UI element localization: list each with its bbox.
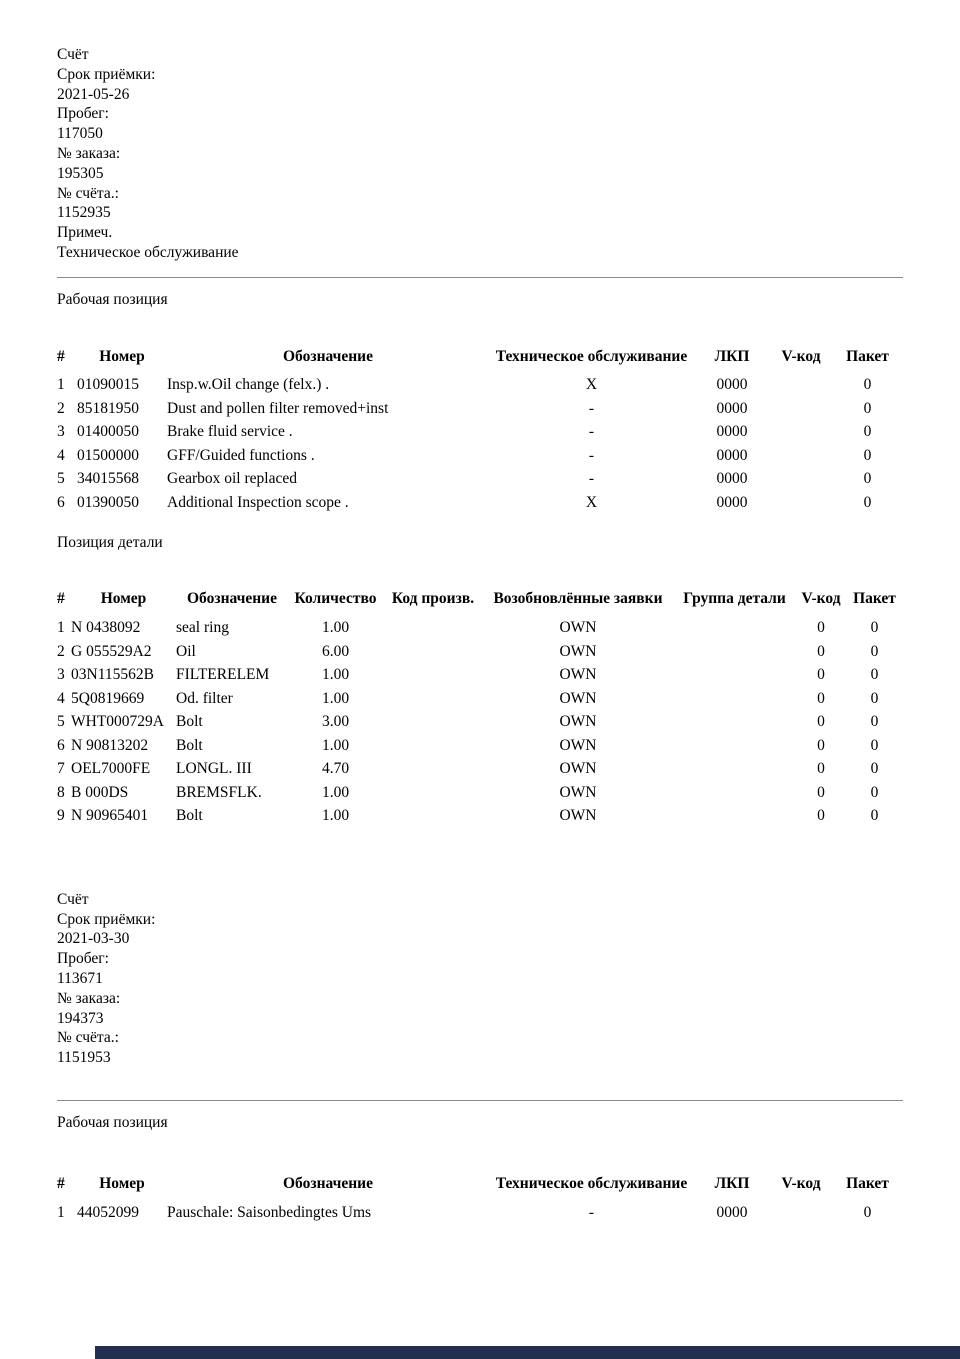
- table-row: [57, 734, 903, 758]
- field-value: 2021-03-30: [57, 930, 130, 948]
- table-cell: 3: [57, 423, 65, 441]
- table-cell: 0: [863, 446, 872, 464]
- table-cell: 0000: [716, 1203, 748, 1221]
- table-cell: 0: [817, 666, 825, 684]
- table-cell: 0: [817, 760, 825, 778]
- table-cell: -: [588, 470, 595, 488]
- table-cell: 8: [57, 783, 65, 801]
- table-cell: 1.00: [321, 619, 350, 637]
- table-row: [57, 397, 903, 421]
- table-cell: 01090015: [77, 376, 139, 394]
- table-cell: Additional Inspection scope .: [167, 493, 349, 511]
- column-header: Обозначение: [282, 1174, 373, 1192]
- table-cell: 4: [57, 689, 65, 707]
- table-cell: OWN: [559, 760, 597, 778]
- column-header: #: [57, 347, 65, 365]
- table-cell: [673, 640, 796, 664]
- table-cell: 0: [870, 689, 879, 707]
- column-header: Техническое обслуживание: [495, 347, 688, 365]
- field-value: 1151953: [57, 1049, 111, 1067]
- table-cell: LONGL. III: [176, 760, 252, 778]
- table-cell: [673, 781, 796, 805]
- table-row: [57, 804, 903, 828]
- table-row: [57, 781, 903, 805]
- table-cell: 0: [863, 470, 872, 488]
- table-cell: 1.00: [321, 807, 350, 825]
- table-cell: [383, 734, 483, 758]
- table-cell: OWN: [559, 689, 597, 707]
- field-label: Срок приёмки:: [57, 65, 156, 83]
- table-cell: BREMSFLK.: [176, 783, 262, 801]
- column-header: Возобновлённые заявки: [493, 590, 663, 608]
- table-cell: [673, 734, 796, 758]
- table-row: [57, 491, 903, 515]
- table-cell: 0000: [716, 376, 748, 394]
- table-row: [57, 663, 903, 687]
- table-cell: 0: [870, 736, 879, 754]
- column-header: ЛКП: [714, 1174, 750, 1192]
- column-header: Пакет: [853, 590, 896, 608]
- table-cell: 0: [870, 783, 879, 801]
- table-cell: [770, 1201, 832, 1225]
- field-label: Срок приёмки:: [57, 910, 156, 928]
- table-cell: [673, 710, 796, 734]
- table-cell: 1: [57, 619, 65, 637]
- table-row: [57, 687, 903, 711]
- table-cell: 0000: [716, 493, 748, 511]
- table-cell: 0: [870, 713, 879, 731]
- table-row: [57, 1201, 903, 1225]
- table-cell: OWN: [559, 736, 597, 754]
- field-value: 195305: [57, 164, 104, 182]
- table-cell: Brake fluid service .: [167, 423, 293, 441]
- table-cell: OWN: [559, 619, 597, 637]
- table-header-row: [57, 590, 903, 616]
- section-divider: [57, 1100, 903, 1101]
- column-header: Пакет: [846, 1174, 889, 1192]
- table-cell: OWN: [559, 666, 597, 684]
- table-cell: 5Q0819669: [71, 689, 145, 707]
- table-cell: [383, 687, 483, 711]
- table-cell: Pauschale: Saisonbedingtes Ums: [167, 1203, 372, 1221]
- column-header: Обозначение: [282, 347, 373, 365]
- table-cell: 01390050: [77, 493, 139, 511]
- table-cell: [770, 491, 832, 515]
- table-cell: 0: [870, 619, 879, 637]
- table-cell: 0000: [716, 399, 748, 417]
- table-cell: [673, 687, 796, 711]
- table-cell: Bolt: [176, 807, 203, 825]
- table-cell: 2: [57, 399, 65, 417]
- table-cell: 0: [863, 376, 872, 394]
- parts-table: [57, 590, 903, 828]
- field-value: 194373: [57, 1009, 104, 1027]
- column-header: Номер: [100, 590, 147, 608]
- table-cell: Bolt: [176, 713, 203, 731]
- invoice-title: Счёт: [57, 46, 89, 63]
- invoice-block-1: [57, 45, 903, 828]
- table-cell: 01400050: [77, 423, 139, 441]
- field-label: № счёта.:: [57, 184, 119, 202]
- table-cell: 3: [57, 666, 65, 684]
- table-cell: OWN: [559, 642, 597, 660]
- table-cell: 0000: [716, 423, 748, 441]
- column-header: V-код: [781, 347, 821, 365]
- table-cell: 0000: [716, 446, 748, 464]
- table-cell: 5: [57, 713, 65, 731]
- table-row: [57, 468, 903, 492]
- column-header: V-код: [801, 590, 841, 608]
- table-cell: 85181950: [77, 399, 139, 417]
- column-header: Техническое обслуживание: [495, 1174, 688, 1192]
- table-cell: [770, 468, 832, 492]
- table-cell: 0000: [716, 470, 748, 488]
- table-cell: WHT000729A: [71, 713, 164, 731]
- table-cell: -: [588, 423, 595, 441]
- table-cell: 1.00: [321, 689, 350, 707]
- work-positions-table-2: [57, 1175, 903, 1225]
- table-cell: Bolt: [176, 736, 203, 754]
- table-header-row: [57, 348, 903, 374]
- table-cell: -: [588, 399, 595, 417]
- table-cell: 0: [863, 423, 872, 441]
- table-cell: Insp.w.Oil change (felx.) .: [167, 376, 330, 394]
- table-row: [57, 616, 903, 640]
- table-cell: 7: [57, 760, 65, 778]
- table-cell: 2: [57, 642, 65, 660]
- table-cell: 01500000: [77, 446, 139, 464]
- column-header: Номер: [99, 347, 145, 365]
- table-cell: Dust and pollen filter removed+inst: [167, 399, 389, 417]
- table-cell: 9: [57, 807, 65, 825]
- table-cell: [673, 804, 796, 828]
- bottom-window-bar: [95, 1346, 960, 1359]
- table-cell: 0: [817, 736, 825, 754]
- table-cell: N 90965401: [71, 807, 149, 825]
- table-cell: X: [585, 376, 598, 394]
- table-cell: [383, 757, 483, 781]
- column-header: #: [57, 1174, 65, 1192]
- table-cell: N 90813202: [71, 736, 149, 754]
- table-cell: 1.00: [321, 666, 350, 684]
- table-row: [57, 444, 903, 468]
- table-cell: 0: [863, 399, 872, 417]
- field-label: Примеч.: [57, 224, 113, 242]
- table-cell: FILTERELEM: [176, 666, 270, 684]
- table-cell: 0: [870, 760, 879, 778]
- table-cell: 1: [57, 376, 65, 394]
- table-cell: 4: [57, 446, 65, 464]
- table-cell: 1.00: [321, 783, 350, 801]
- field-label: № заказа:: [57, 989, 121, 1007]
- column-header: ЛКП: [714, 347, 750, 365]
- table-cell: 1: [57, 1203, 65, 1221]
- column-header: Группа детали: [683, 590, 786, 608]
- table-cell: OEL7000FE: [71, 760, 151, 778]
- field-label: Пробег:: [57, 950, 109, 968]
- table-cell: OWN: [559, 783, 597, 801]
- table-row: [57, 640, 903, 664]
- table-cell: 1.00: [321, 736, 350, 754]
- table-cell: 6.00: [321, 642, 350, 660]
- table-row: [57, 421, 903, 445]
- table-cell: 4.70: [321, 760, 350, 778]
- table-cell: [673, 757, 796, 781]
- table-cell: OWN: [559, 713, 597, 731]
- table-cell: seal ring: [176, 619, 229, 637]
- table-header-row: [57, 1175, 903, 1201]
- work-section-title: Рабочая позиция: [57, 1114, 168, 1132]
- field-value: 117050: [57, 125, 103, 143]
- column-header: Пакет: [846, 347, 889, 365]
- table-cell: GFF/Guided functions .: [167, 446, 315, 464]
- work-positions-table: [57, 348, 903, 515]
- field-value: 113671: [57, 970, 103, 988]
- table-cell: -: [588, 1203, 595, 1221]
- parts-section-title: Позиция детали: [57, 533, 163, 551]
- table-cell: B 000DS: [71, 783, 129, 801]
- table-cell: N 0438092: [71, 619, 141, 637]
- invoice-title: Счёт: [57, 890, 89, 908]
- table-cell: 44052099: [77, 1203, 139, 1221]
- table-cell: 0: [817, 807, 825, 825]
- table-row: [57, 710, 903, 734]
- field-label: № заказа:: [57, 144, 121, 162]
- field-value: 2021-05-26: [57, 85, 130, 103]
- table-cell: 03N115562B: [71, 666, 154, 684]
- table-cell: [383, 640, 483, 664]
- table-cell: [383, 781, 483, 805]
- field-value: 1152935: [57, 204, 111, 222]
- table-cell: X: [585, 493, 598, 511]
- field-label: Пробег:: [57, 105, 109, 123]
- table-cell: 0: [817, 619, 825, 637]
- table-cell: [673, 616, 796, 640]
- table-cell: 0: [817, 689, 825, 707]
- field-value: Техническое обслуживание: [57, 243, 239, 261]
- table-cell: 0: [863, 493, 872, 511]
- table-row: [57, 374, 903, 398]
- invoice-block-2: [57, 890, 903, 1224]
- column-header: Обозначение: [186, 590, 277, 608]
- table-cell: 5: [57, 470, 65, 488]
- table-cell: [383, 804, 483, 828]
- column-header: V-код: [781, 1174, 821, 1192]
- table-cell: Gearbox oil replaced: [167, 470, 297, 488]
- column-header: Код произв.: [391, 590, 475, 608]
- table-cell: -: [588, 446, 595, 464]
- section-divider: [57, 277, 903, 278]
- table-cell: 0: [870, 807, 879, 825]
- work-section-title: Рабочая позиция: [57, 290, 168, 308]
- table-cell: 6: [57, 736, 65, 754]
- table-cell: [673, 663, 796, 687]
- column-header: #: [57, 590, 65, 608]
- table-cell: [770, 444, 832, 468]
- table-cell: 34015568: [77, 470, 139, 488]
- table-cell: 0: [870, 642, 879, 660]
- table-cell: [770, 397, 832, 421]
- column-header: Номер: [99, 1174, 145, 1192]
- table-cell: Od. filter: [176, 689, 233, 707]
- table-cell: [770, 374, 832, 398]
- table-cell: 0: [817, 713, 825, 731]
- table-cell: [383, 663, 483, 687]
- table-cell: [383, 616, 483, 640]
- table-cell: [383, 710, 483, 734]
- table-cell: G 055529A2: [71, 642, 152, 660]
- table-cell: [770, 421, 832, 445]
- table-cell: 0: [817, 642, 825, 660]
- table-cell: 0: [817, 783, 825, 801]
- table-cell: OWN: [559, 807, 597, 825]
- table-cell: Oil: [176, 642, 196, 660]
- table-cell: 3.00: [321, 713, 350, 731]
- field-label: № счёта.:: [57, 1029, 119, 1047]
- table-row: [57, 757, 903, 781]
- table-cell: 0: [863, 1203, 872, 1221]
- table-cell: 6: [57, 493, 65, 511]
- column-header: Количество: [294, 590, 377, 608]
- table-cell: 0: [870, 666, 879, 684]
